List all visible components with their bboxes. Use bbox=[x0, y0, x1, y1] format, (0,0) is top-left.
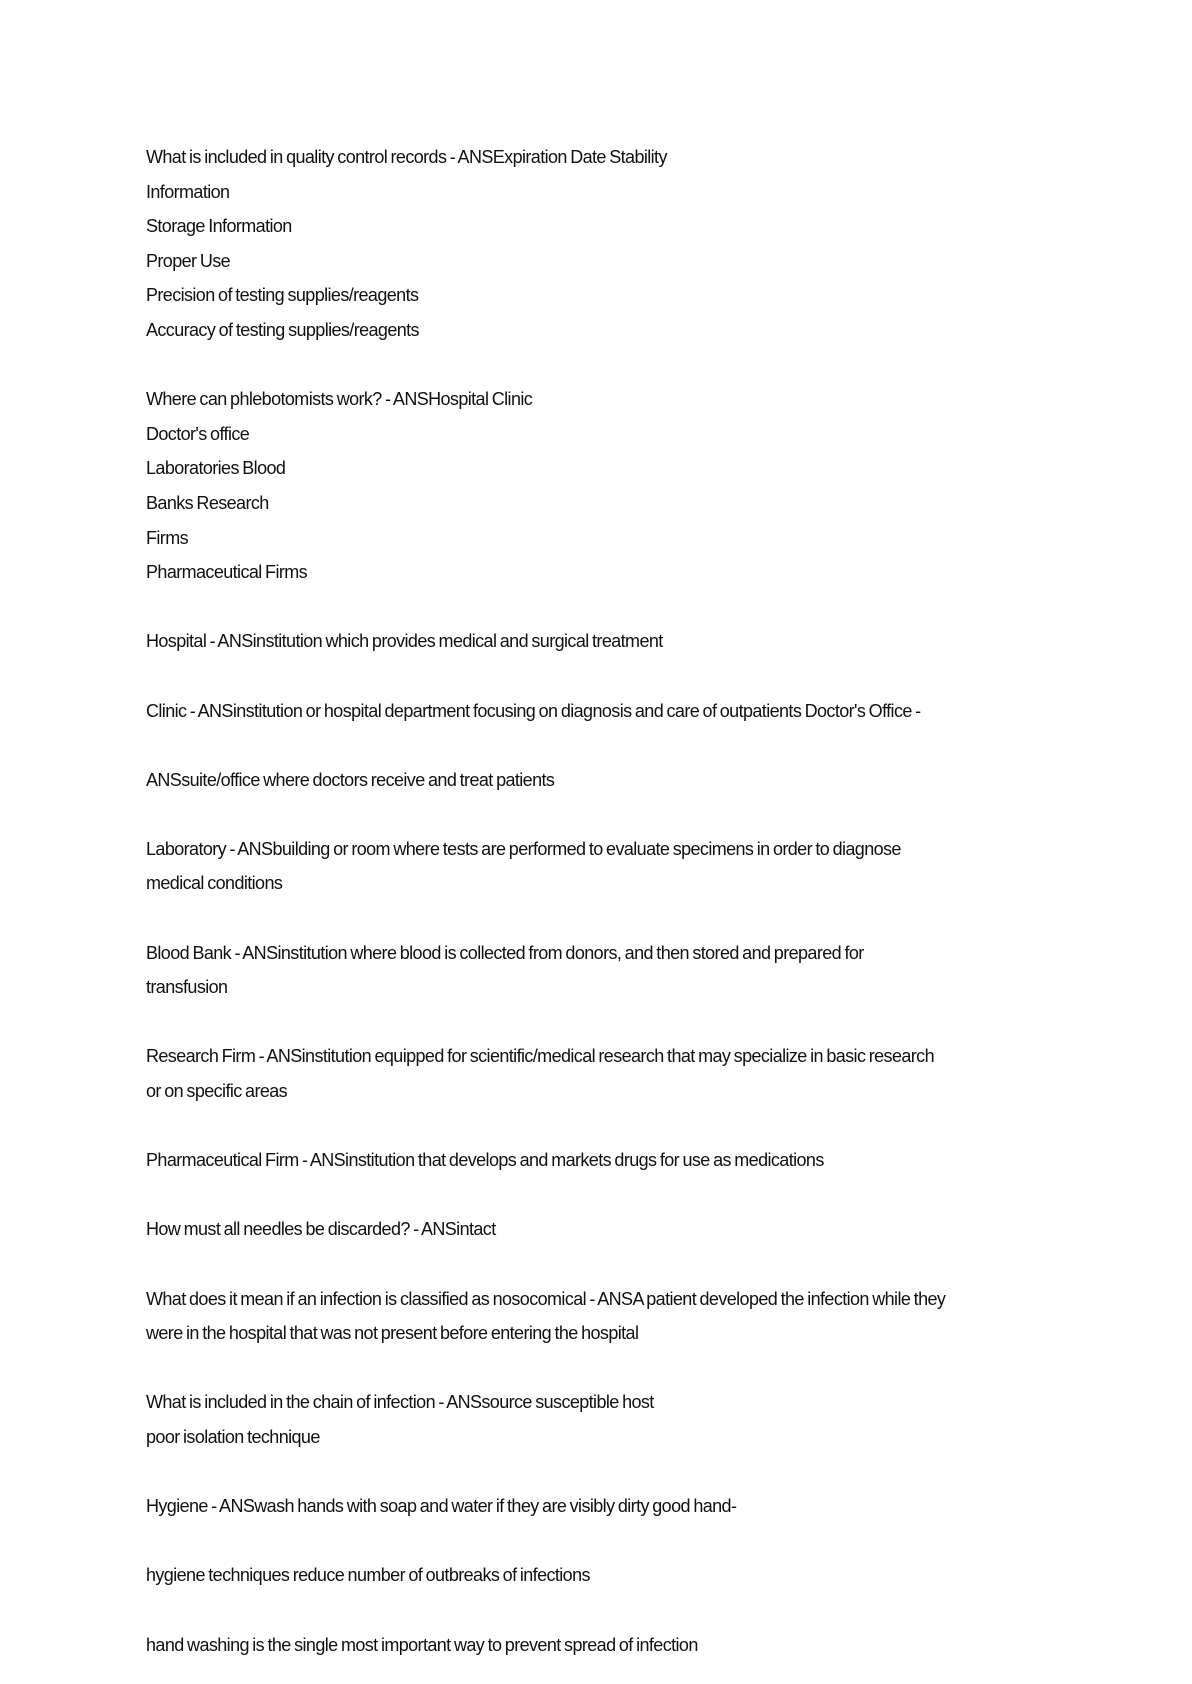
text-line: Blood Bank - ANSinstitution where blood is collected from donors, and then stored and prepared for bbox=[146, 942, 864, 963]
paragraph-gap bbox=[146, 1455, 1086, 1490]
paragraph-gap bbox=[146, 590, 1086, 625]
text-line: Precision of testing supplies/reagents bbox=[146, 285, 419, 306]
text-line: Accuracy of testing supplies/reagents bbox=[146, 319, 419, 340]
text-line: hygiene techniques reduce number of outbreaks of infections bbox=[146, 1565, 590, 1586]
text-line: Pharmaceutical Firm - ANSinstitution that develops and markets drugs for use as medications bbox=[146, 1150, 824, 1171]
text-line: ANSsuite/office where doctors receive and treat patients bbox=[146, 769, 555, 790]
text-line: Pharmaceutical Firms bbox=[146, 562, 308, 583]
paragraph-gap bbox=[146, 1524, 1086, 1559]
text-line: were in the hospital that was not present before entering the hospital bbox=[146, 1323, 639, 1344]
paragraph-gap bbox=[146, 901, 1086, 936]
text-line: medical conditions bbox=[146, 873, 283, 894]
text-line: Laboratories Blood bbox=[146, 458, 286, 479]
text-line: Hygiene - ANSwash hands with soap and water if they are visibly dirty good hand- bbox=[146, 1496, 737, 1517]
paragraph-gap bbox=[146, 1593, 1086, 1628]
text-line: Storage Information bbox=[146, 216, 292, 237]
text-line: How must all needles be discarded? - ANSintact bbox=[146, 1219, 496, 1240]
text-line: Where can phlebotomists work? - ANSHospital Clinic bbox=[146, 389, 533, 410]
text-line: transfusion bbox=[146, 977, 228, 998]
text-line: poor isolation technique bbox=[146, 1426, 320, 1447]
text-line: Clinic - ANSinstitution or hospital department focusing on diagnosis and care of outpatients Doctor's Office - bbox=[146, 700, 921, 721]
text-line: What is included in quality control records - ANSExpiration Date Stability bbox=[146, 147, 667, 167]
text-line: Firms bbox=[146, 527, 188, 548]
text-line: Proper Use bbox=[146, 250, 231, 271]
text-line: hand washing is the single most important way to prevent spread of infection bbox=[146, 1634, 698, 1655]
paragraph-gap bbox=[146, 728, 1086, 763]
text-line: Hospital - ANSinstitution which provides medical and surgical treatment bbox=[146, 631, 663, 652]
paragraph-gap bbox=[146, 1005, 1086, 1040]
paragraph-gap bbox=[146, 348, 1086, 383]
text-line: What does it mean if an infection is classified as nosocomical - ANSA patient developed the infection while they bbox=[146, 1288, 946, 1309]
text-line: Banks Research bbox=[146, 492, 269, 513]
paragraph-gap bbox=[146, 1109, 1086, 1144]
text-line: Laboratory - ANSbuilding or room where tests are performed to evaluate specimens in order to diagnose bbox=[146, 838, 901, 859]
text-line: or on specific areas bbox=[146, 1081, 288, 1102]
text-line: Doctor's office bbox=[146, 423, 250, 444]
paragraph-gap bbox=[146, 1178, 1086, 1213]
paragraph-gap bbox=[146, 1247, 1086, 1282]
text-line: Research Firm - ANSinstitution equipped for scientific/medical research that may specialize in basic research bbox=[146, 1046, 934, 1067]
text-line: What is included in the chain of infection - ANSsource susceptible host bbox=[146, 1392, 654, 1413]
paragraph-gap bbox=[146, 797, 1086, 832]
paragraph-gap bbox=[146, 1351, 1086, 1386]
text-line: Information bbox=[146, 181, 230, 202]
paragraph-gap bbox=[146, 659, 1086, 694]
document-body bbox=[146, 140, 1086, 1662]
